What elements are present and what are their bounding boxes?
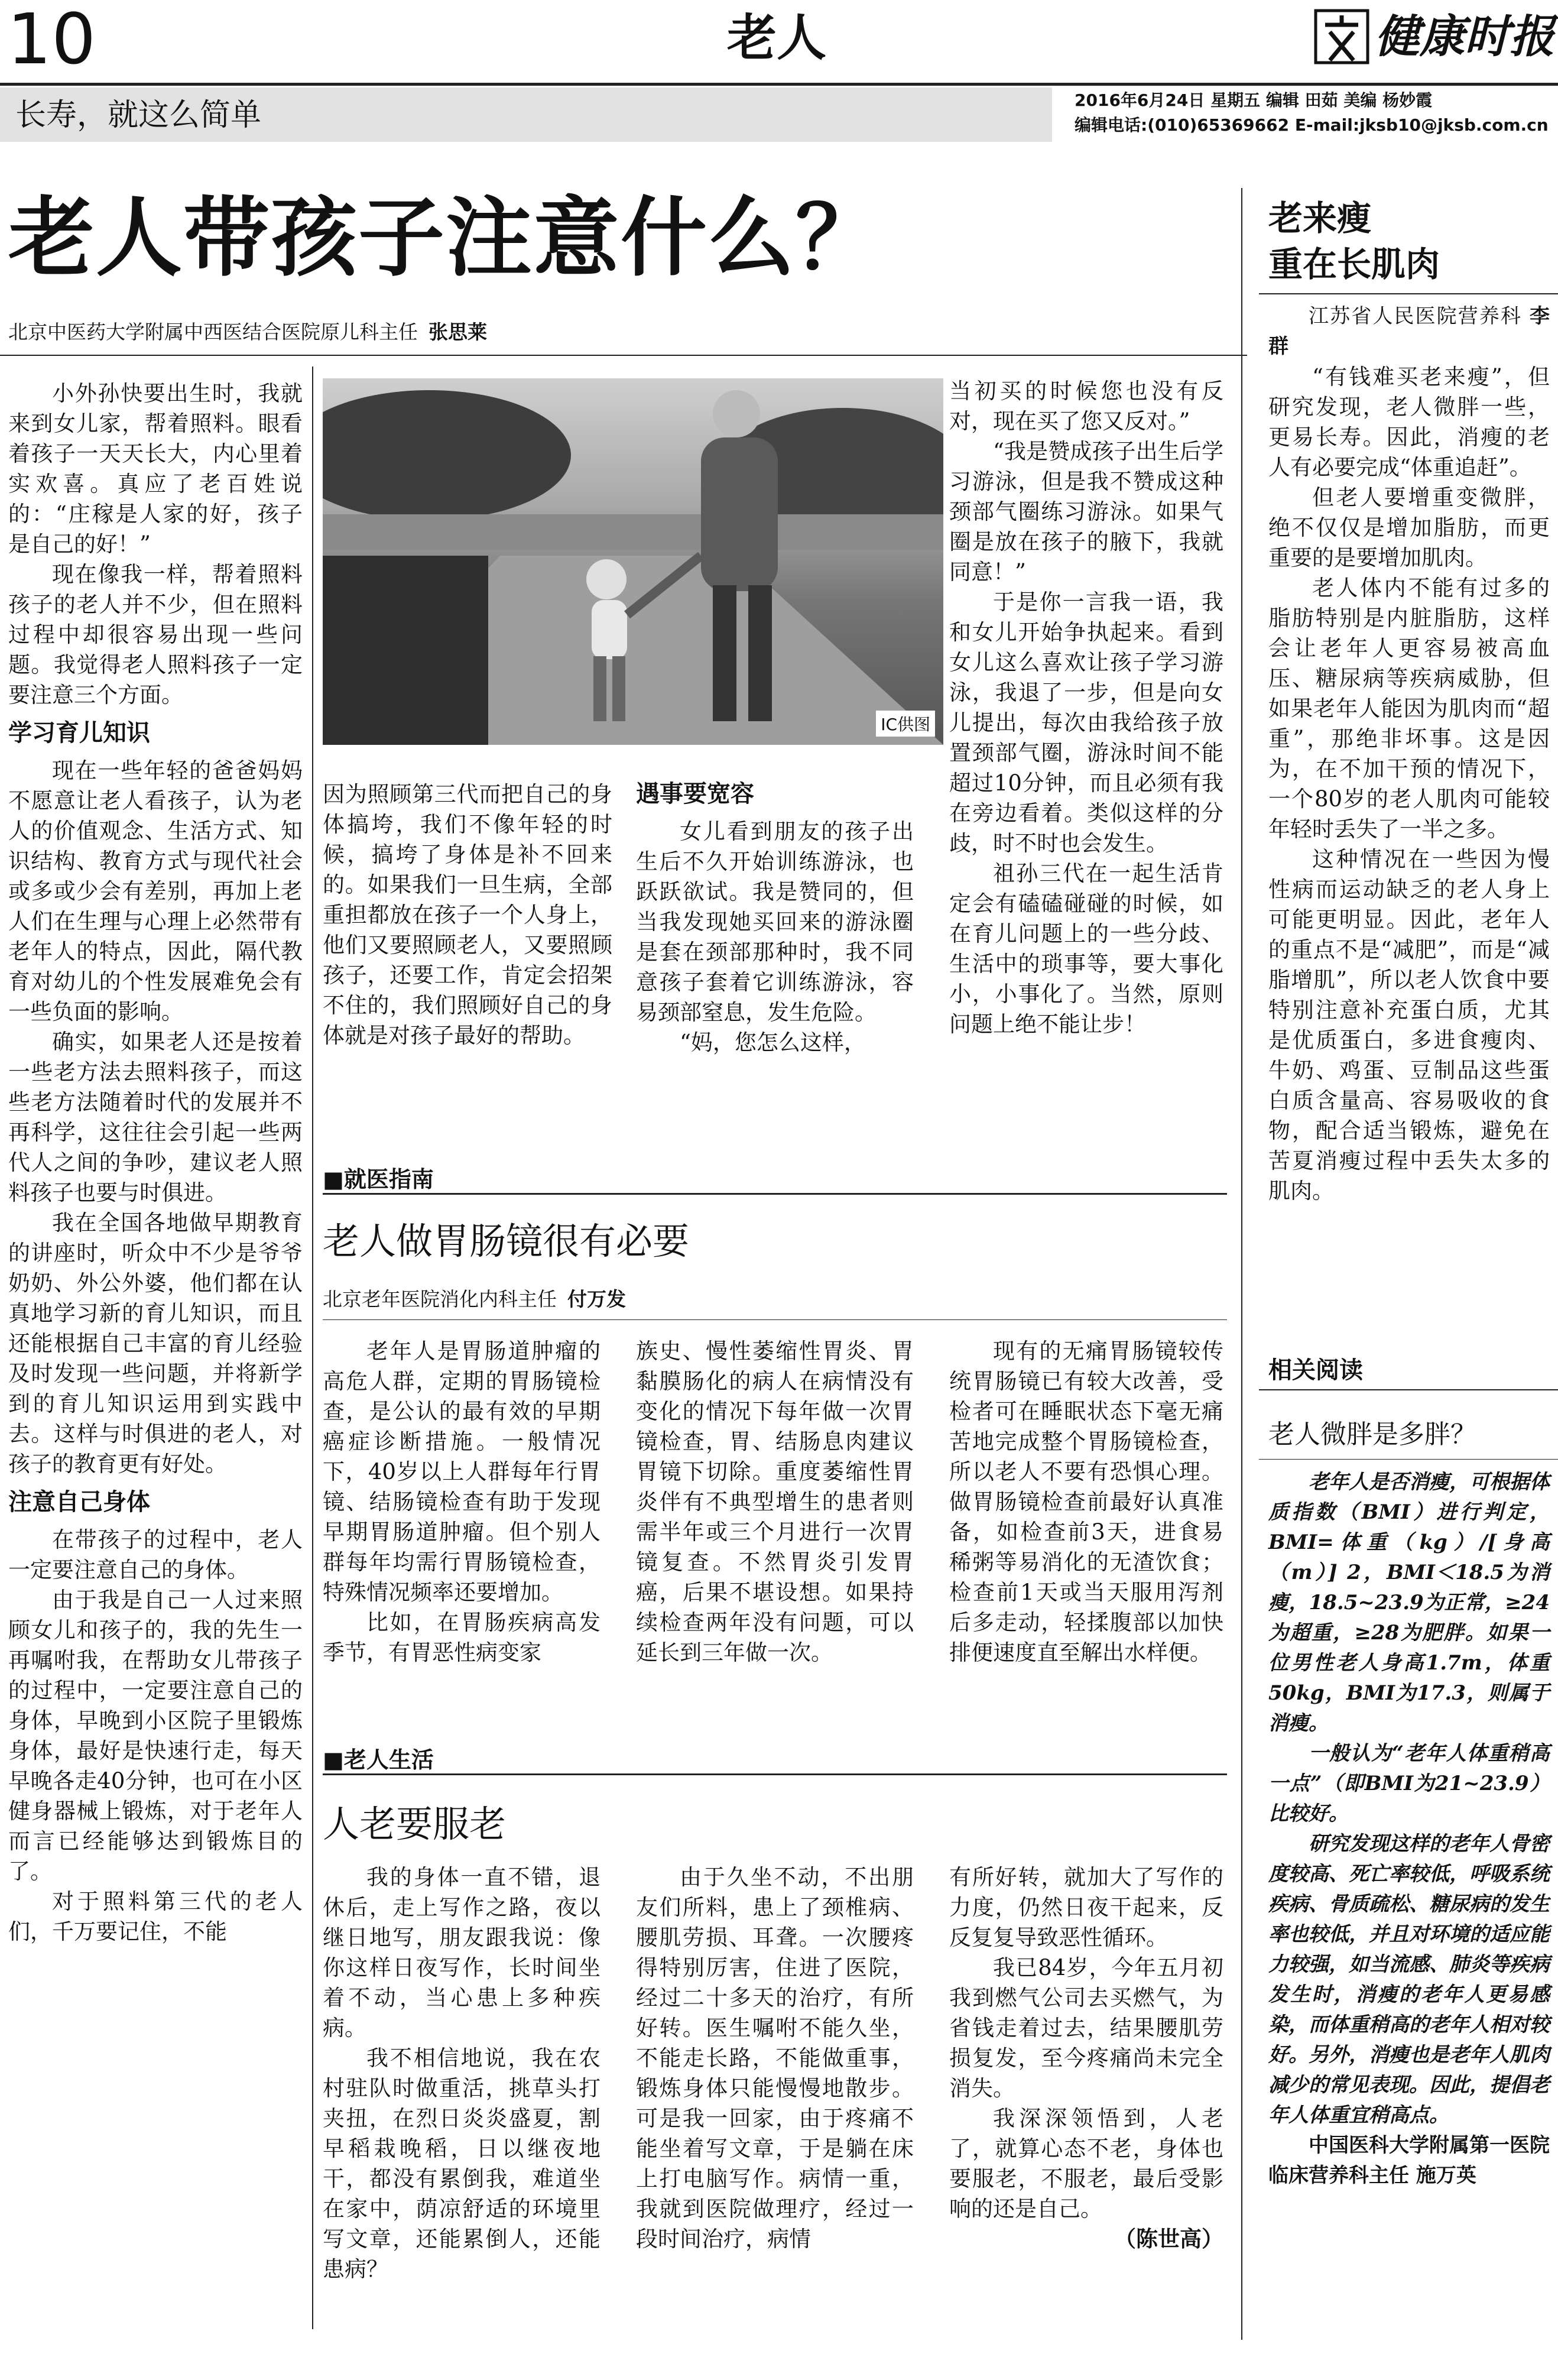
gastro-byline-name: 付万发 <box>567 1288 626 1311</box>
main-col4-p3: 于是你一言我一语，我和女儿开始争执起来。看到女儿这么喜欢让孩子学习游泳，我退了一步，但是向女儿提出，每次由我给孩子放置颈部气圈，游泳时间不能超过10分钟，而且必须有我在旁边看着。类似这样的分歧，时不时也会发生。 <box>949 589 1223 856</box>
section-label-medical: ■就医指南 <box>323 1166 434 1192</box>
sidebar-byline-name: 李群 <box>1268 304 1550 358</box>
gastro-p2: 比如，在胃肠疾病高发季节，有胃恶性病变家 <box>323 1610 601 1665</box>
main-col4-p1: 当初买的时候您也没有反对，现在买了您又反对。” <box>949 378 1223 434</box>
paper-logo-icon <box>1312 7 1371 66</box>
sidebar-p3: 老人体内不能有过多的脂肪特别是内脏脂肪，这样会让老年人更容易被高血压、糖尿病等疾病威胁，但如果老年人能因为肌肉而“超重”，那绝非坏事。这是因为，在不加干预的情况下，一个80岁的老人肌肉可能较年轻时丢失了一半之多。 <box>1268 575 1550 842</box>
sidebar-byline-org: 江苏省人民医院营养科 <box>1309 304 1523 328</box>
life-col3-p2: 我已84岁，今年五月初我到燃气公司去买燃气，为省钱走着过去，结果腰肌劳损复发，至今疼痛尚未完全消失。 <box>949 1955 1223 2101</box>
main-p8: 对于照料第三代的老人们，千万要记住，不能 <box>8 1889 303 1944</box>
article-photo <box>323 378 943 745</box>
main-byline-name: 张思莱 <box>429 320 487 343</box>
related-p2: 一般认为“老年人体重稍高一点”（即BMI为21~23.9）比较好。 <box>1268 1742 1550 1825</box>
main-byline-org: 北京中医药大学附属中西医结合医院原儿科主任 <box>8 320 418 343</box>
slogan: 长寿，就这么简单 <box>15 98 262 133</box>
page-number: 10 <box>7 0 96 80</box>
subhead-tolerant: 遇事要宽容 <box>636 780 754 808</box>
section-name: 老人 <box>727 9 827 67</box>
gastro-byline-rule <box>323 1319 1227 1320</box>
life-col-1 <box>323 1862 601 2284</box>
life-col-2 <box>636 1862 914 2254</box>
life-col-3 <box>949 1862 1223 2254</box>
life-col2-p1: 由于久坐不动，不出朋友们所料，患上了颈椎病、腰肌劳损、耳聋。一次腰疼得特别厉害，住进了医院，经过二十多天的治疗，有所好转。医生嘱咐不能久坐，不能走长路，不能做重事，锻炼身体只能慢慢地散步。可是我一回家，由于疼痛不能坐着写文章，于是躺在床上打电脑写作。病情一重，我就到医院做理疗，经过一段时间治疗，病情 <box>636 1865 914 2252</box>
paper-logo <box>1312 7 1554 66</box>
sidebar-p2: 但老人要增重变微胖，绝不仅仅是增加脂肪，而更重要的是要增加肌肉。 <box>1268 485 1550 570</box>
main-col4-p2: “我是赞成孩子出生后学习游泳，但是我不赞成这种颈部气圈练习游泳。如果气圈是放在孩子的腋下，我就同意！” <box>949 439 1223 585</box>
main-byline <box>8 317 487 345</box>
main-col-3 <box>636 779 914 1058</box>
life-p2: 我不相信地说，我在农村驻队时做重活，挑草头打夹扭，在烈日炎炎盛夏，割早稻栽晚稻，日以继夜地干，都没有累倒我，难道坐在家中，荫凉舒适的环境里写文章，还能累倒人，还能患病？ <box>323 2045 601 2282</box>
life-top-rule <box>323 1773 1227 1775</box>
sidebar-body <box>1268 301 1550 1206</box>
gastro-title: 老人做胃肠镜很有必要 <box>323 1220 690 1263</box>
sidebar-p4: 这种情况在一些因为慢性病而运动缺乏的老人身上可能更明显。因此，老年人的重点不是“减肥”，而是“减脂增肌”，所以老人饮食中要特别注意补充蛋白质，尤其是优质蛋白，多进食瘦肉、牛奶、鸡蛋、豆制品这些蛋白质含量高、容易吸收的食物，配合适当锻炼，避免在苦夏消瘦过程中丢失太多的肌肉。 <box>1268 847 1550 1204</box>
sidebar-p1: “有钱难买老来瘦”，但研究发现，老人微胖一些，更易长寿。因此，消瘦的老人有必要完成“体重追赶”。 <box>1268 364 1550 480</box>
life-title: 人老要服老 <box>323 1802 507 1846</box>
main-p5: 我在全国各地做早期教育的讲座时，听众中不少是爷爷奶奶、外公外婆，他们都在认真地学习新的育儿知识，而且还能根据自己丰富的育儿经验及时发现一些问题，并将新学到的育儿知识运用到实践中去。这样与时俱进的老人，对孩子的教育更有好处。 <box>8 1210 303 1477</box>
main-p3: 现在一些年轻的爸爸妈妈不愿意让老人看孩子，认为老人的价值观念、生活方式、知识结构、教育方式与现代社会或多或少会有差别，再加上老人们在生理与心理上必然带有老年人的特点，因此，隔代教育对幼儿的个性发展难免会有一些负面的影响。 <box>8 758 303 1024</box>
gastro-top-rule <box>323 1193 1227 1195</box>
section-label-life: ■老人生活 <box>323 1747 434 1773</box>
vertical-rule-right <box>1241 188 1242 2340</box>
main-col3-p1: 女儿看到朋友的孩子出生后不久开始训练游泳，也跃跃欲试。我是赞同的，但当我发现她买回来的游泳圈是套在颈部那种时，我不同意孩子套着它训练游泳，容易颈部窒息，发生危险。 <box>636 819 914 1025</box>
subhead-health: 注意自己身体 <box>8 1489 150 1516</box>
main-p2: 现在像我一样，帮着照料孩子的老人并不少，但在照料过程中却很容易出现一些问题。我觉得老人照料孩子一定要注意三个方面。 <box>8 562 303 708</box>
life-col3-p3: 我深深领悟到，人老了，就算心态不老，身体也要服老，不服老，最后受影响的还是自己。 <box>949 2106 1223 2222</box>
main-col-1 <box>8 378 303 1947</box>
main-headline: 老人带孩子注意什么？ <box>8 187 883 288</box>
sidebar-byline <box>1268 301 1550 362</box>
main-p4: 确实，如果老人还是按着一些老方法去照料孩子，而这些老方法随着时代的发展并不再科学，这往往会引起一些两代人之间的争吵，建议老人照料孩子也要与时俱进。 <box>8 1029 303 1205</box>
gastro-col-2 <box>636 1336 914 1668</box>
main-p6: 在带孩子的过程中，老人一定要注意自己的身体。 <box>8 1527 303 1583</box>
sidebar-title <box>1268 195 1440 287</box>
main-col-2 <box>323 779 612 1050</box>
related-title-rule <box>1259 1459 1558 1460</box>
main-col4-p4: 祖孙三代在一起生活肯定会有磕磕碰碰的时候，如在育儿问题上的一些分歧、生活中的琐事等，要大事化小，小事化了。当然，原则问题上绝不能让步！ <box>949 861 1223 1037</box>
editor-contact: 编辑电话:(010)65369662 E-mail:jksb10@jksb.com.cn <box>1075 115 1549 135</box>
main-byline-rule <box>0 355 1247 356</box>
gastro-col3-p1: 现有的无痛胃肠镜较传统胃肠镜已有较大改善，受检者可在睡眠状态下毫无痛苦地完成整个胃肠镜检查，所以老人不要有恐惧心理。做胃肠镜检查前最好认真准备，如检查前3天，进食易稀粥等易消化的无渣饮食；检查前1天或当天服用泻剂后多走动，轻揉腹部以加快排便速度直至解出水样便。 <box>949 1338 1223 1665</box>
life-author: （陈世高） <box>1114 2226 1223 2252</box>
gastro-p1: 老年人是胃肠道肿瘤的高危人群，定期的胃肠镜检查，是公认的最有效的早期癌症诊断措施。一般情况下，40岁以上人群每年行胃镜、结肠镜检查有助于发现早期胃肠道肿瘤。但个别人群每年均需行胃肠镜检查，特殊情况频率还要增加。 <box>323 1338 601 1605</box>
photo-credit: IC供图 <box>876 711 935 737</box>
sidebar-title-rule <box>1259 293 1558 294</box>
gastro-col-1 <box>323 1336 601 1668</box>
main-p1: 小外孙快要出生时，我就来到女儿家，帮着照料。眼看着孩子一天天长大，内心里着实欢喜。真应了老百姓说的：“庄稼是人家的好，孩子是自己的好！” <box>8 381 303 557</box>
sidebar-title-line1: 老来瘦 <box>1268 198 1372 238</box>
related-title: 老人微胖是多胖？ <box>1268 1419 1476 1450</box>
gastro-col2-p1: 族史、慢性萎缩性胃炎、胃黏膜肠化的病人在病情没有变化的情况下每年做一次胃镜检查，胃、结肠息肉建议胃镜下切除。重度萎缩性胃炎伴有不典型增生的患者则需半年或三个月进行一次胃镜复查。不然胃炎引发胃癌，后果不堪设想。如果持续检查两年没有问题，可以延长到三年做一次。 <box>636 1338 914 1665</box>
related-p1: 老年人是否消瘦，可根据体质指数（BMI）进行判定，BMI=体重（kg）/[身高（m）] 2，BMI＜18.5为消瘦，18.5~23.9为正常，≥24为超重，≥28为肥胖。如果一位男性老人身高1.7m，体重50kg，BMI为17.3，则属于消瘦。 <box>1268 1470 1550 1735</box>
main-col2-p1: 因为照顾第三代而把自己的身体搞垮，我们不像年轻的时候，搞垮了身体是补不回来的。如果我们一旦生病，全部重担都放在孩子一个人身上，他们又要照顾老人，又要照顾孩子，还要工作，肯定会招架不住的，我们照顾好自己的身体就是对孩子最好的帮助。 <box>323 782 612 1048</box>
sidebar-title-line2: 重在长肌肉 <box>1268 244 1440 284</box>
main-col3-p2: “妈，您怎么这样， <box>680 1030 866 1055</box>
issue-info: 2016年6月24日 星期五 编辑 田茹 美编 杨妙霞 <box>1075 90 1433 110</box>
grandmother-walking-child-image <box>323 378 943 745</box>
main-p7: 由于我是自己一人过来照顾女儿和孩子的，我的先生一再嘱咐我，在帮助女儿带孩子的过程中，一定要注意自己的身体，早晚到小区院子里锻炼身体，最好是快速行走，每天早晚各走40分钟，也可在小区健身器械上锻炼，对于老年人而言已经能够达到锻炼目的了。 <box>8 1587 303 1884</box>
main-col-4 <box>949 376 1223 1039</box>
related-p3: 研究发现这样的老年人骨密度较高、死亡率较低，呼吸系统疾病、骨质疏松、糖尿病的发生率也较低，并且对环境的适应能力较强，如当流感、肺炎等疾病发生时，消瘦的老年人更易感染，而体重稍高的老年人相对较好。另外，消瘦也是老年人肌肉减少的常见表现。因此，提倡老年人体重宜稍高点。 <box>1268 1832 1550 2127</box>
subhead-learn: 学习育儿知识 <box>8 719 150 747</box>
masthead-rule <box>0 83 1558 86</box>
life-p1: 我的身体一直不错，退休后，走上写作之路，夜以继日地写，朋友跟我说：像你这样日夜写作，长时间坐着不动，当心患上多种疾病。 <box>323 1865 601 2041</box>
gastro-byline <box>323 1284 626 1312</box>
vertical-rule-left <box>312 367 313 2329</box>
related-reading-label: 相关阅读 <box>1268 1357 1363 1384</box>
related-rule <box>1259 1389 1558 1390</box>
gastro-col-3 <box>949 1336 1223 1668</box>
paper-logo-text: 健康时报 <box>1375 10 1554 63</box>
related-body <box>1268 1467 1550 2191</box>
related-author: 中国医科大学附属第一医院临床营养科主任 施万英 <box>1268 2133 1550 2187</box>
gastro-byline-org: 北京老年医院消化内科主任 <box>323 1288 557 1311</box>
life-col3-p1: 有所好转，就加大了写作的力度，仍然日夜干起来，反反复复导致恶性循环。 <box>949 1865 1223 1950</box>
